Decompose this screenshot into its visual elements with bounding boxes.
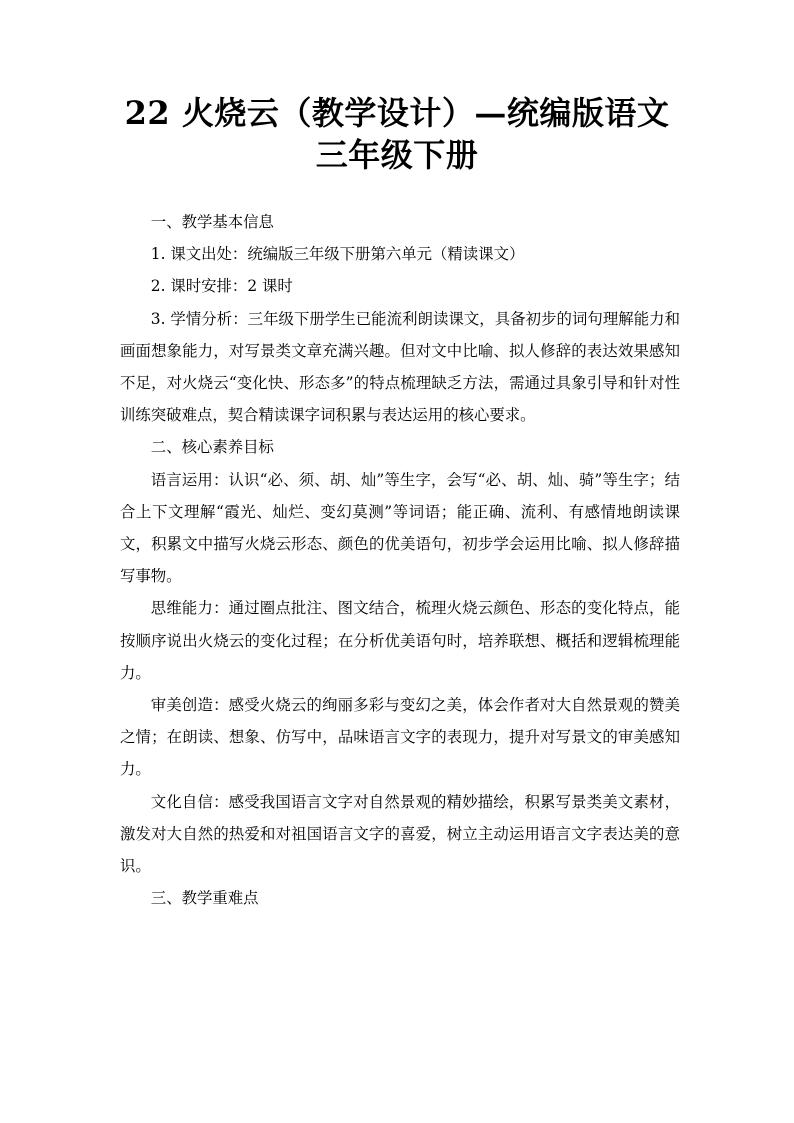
title-line-1: 22 火烧云（教学设计）—统编版语文	[124, 94, 670, 132]
item-class-hours: 2. 课时安排：2 课时	[150, 277, 293, 296]
goal-aesthetic-creation: 审美创造：感受火烧云的绚丽多彩与变幻之美，体会作者对大自然景观的赞美之情；在朗读、想象、仿写中，品味语言文字的表现力，提升对写景文的审美感知力。	[120, 696, 680, 779]
goal-cultural-confidence: 文化自信：感受我国语言文字对自然景观的精妙描绘，积累写景类美文素材，激发对大自然的热爱和对祖国语言文字的喜爱，树立主动运用语言文字表达美的意识。	[120, 792, 680, 876]
item-student-analysis: 3. 学情分析：三年级下册学生已能流利朗读课文，具备初步的词句理解能力和画面想象能力，对写景类文章充满兴趣。但对文中比喻、拟人修辞的表达效果感知不足，对火烧云“变化快、形态多”的特点梳理缺乏方法，需通过具象引导和针对性训练突破难点，契合精读课字词积累与表达运用的核心要求。	[120, 309, 680, 425]
goal-language-use: 语言运用：认识“必、须、胡、灿”等生字，会写“必、胡、灿、骑”等生字；结合上下文理解“霞光、灿烂、变幻莫测”等词语；能正确、流利、有感情地朗读课文，积累文中描写火烧云形态、颜色的优美语句，初步学会运用比喻、拟人修辞描写事物。	[120, 470, 680, 586]
goal-thinking-ability: 思维能力：通过圈点批注、图文结合，梳理火烧云颜色、形态的变化特点，能按顺序说出火烧云的变化过程；在分析优美语句时，培养联想、概括和逻辑梳理能力。	[120, 599, 680, 682]
section-heading-key-points: 三、教学重难点	[150, 889, 259, 908]
section-heading-core-goals: 二、核心素养目标	[150, 438, 274, 457]
document-body	[120, 206, 680, 914]
section-heading-basic-info: 一、教学基本信息	[150, 213, 274, 231]
item-text-source: 1. 课文出处：统编版三年级下册第六单元（精读课文）	[150, 245, 525, 264]
title-line-2: 三年级下册	[315, 136, 479, 174]
document-title	[100, 92, 694, 176]
